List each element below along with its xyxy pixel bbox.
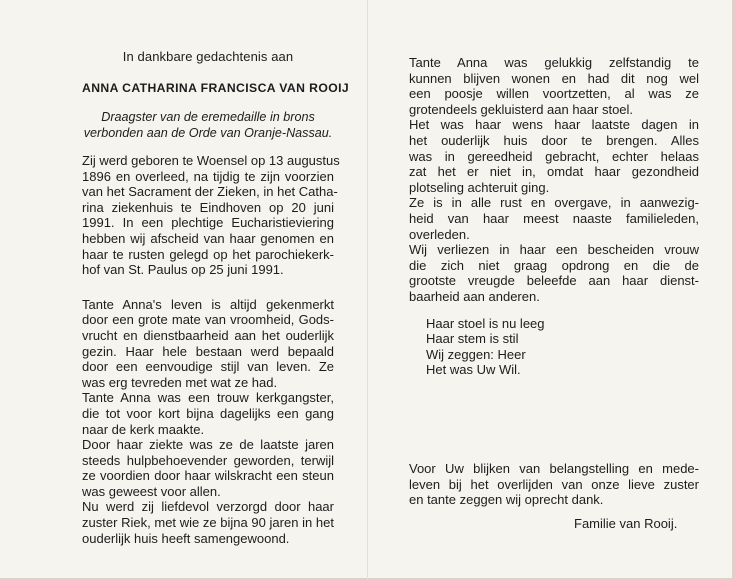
text-line: door een grote mate van vroomheid, Gods- — [82, 312, 334, 328]
poem-line: Haar stoel is nu leeg — [426, 315, 545, 331]
text-line: ouderlijk huis heeft samengewoond. — [82, 530, 290, 546]
text-line: door een eenvoudige stijl van leven. Ze — [82, 359, 334, 375]
honor-line: Draagster van de eremedaille in brons — [101, 110, 315, 125]
text-line: was in gereedheid gebracht, echter helaas — [409, 148, 699, 164]
text-line: grootste vreugde beleefde aan haar dienst- — [409, 273, 699, 289]
text-line: ze voordien door haar wilskracht een steun — [82, 468, 334, 484]
text-line: gezin. Haar hele bestaan werd bepaald — [82, 343, 334, 359]
poem-line: Wij zeggen: Heer — [426, 346, 526, 362]
text-line: zat het er niet in, omdat haar gezondheid — [409, 164, 699, 180]
biography-paragraph — [82, 153, 340, 278]
text-line: haar te rusten gelegd op het parochiekerk- — [82, 246, 334, 262]
card-fold-line — [367, 0, 368, 580]
text-line: Tante Anna was gelukkig zelfstandig te — [409, 55, 699, 70]
deceased-name: ANNA CATHARINA FRANCISCA VAN ROOIJ — [82, 80, 350, 95]
family-signature: Familie van Rooij. — [574, 516, 678, 531]
text-line: naar de kerk maakte. — [82, 421, 205, 437]
text-line: Ze is in alle rust en overgave, in aanwezig- — [409, 195, 699, 211]
text-line: Wij verliezen in haar een bescheiden vrouw — [409, 242, 699, 258]
text-line: heid van haar meest naaste familieleden, — [409, 210, 699, 226]
text-line: een poosje willen voortzetten, al was ze — [409, 86, 699, 102]
text-line: kunnen blijven wonen en had dit nog wel — [409, 70, 699, 86]
loss-paragraph — [409, 242, 699, 304]
text-line: steeds hulpbehoevender geworden, terwijl — [82, 452, 334, 468]
dedication-heading: In dankbare gedachtenis aan — [122, 49, 294, 64]
poem-line: Haar stem is stil — [426, 331, 519, 347]
text-line: hebben wij afscheid van haar genomen en — [82, 230, 334, 246]
text-line: en tante zeggen wij oprecht dank. — [409, 492, 604, 508]
text-line: 1896 en overleed, na tijdig te zijn voorzien — [82, 168, 334, 184]
text-line: Nu werd zij liefdevol verzorgd door haar — [82, 499, 334, 515]
text-line: vrucht en dienstbaarheid aan het ouderlijk — [82, 327, 334, 343]
thanks-paragraph — [409, 461, 699, 508]
text-line: Voor Uw blijken van belangstelling en mede- — [409, 461, 699, 476]
text-line: was geweest voor allen. — [82, 483, 221, 499]
honor-line: verbonden aan de Orde van Oranje-Nassau. — [83, 125, 333, 140]
text-line: Tante Anna was een trouw kerkgangster, — [82, 390, 334, 406]
text-line: van het Sacrament der Zieken, in het Catha- — [82, 184, 338, 200]
text-line: overleden. — [409, 226, 470, 242]
text-line: grotendeels gekluisterd aan haar stoel. — [409, 101, 634, 117]
text-line: die zich niet graag opdrong en die de — [409, 257, 699, 273]
text-line: hof van St. Paulus op 25 juni 1991. — [82, 262, 284, 278]
care-paragraph — [82, 499, 334, 546]
text-line: zuster Riek, met wie ze bijna 90 jaren in het — [82, 515, 334, 531]
poem — [426, 316, 699, 378]
text-line: Zij werd geboren te Woensel op 13 augustus — [82, 153, 340, 168]
text-line: Tante Anna's leven is altijd gekenmerkt — [82, 296, 334, 312]
life-paragraph — [82, 297, 334, 391]
right-page — [409, 55, 699, 378]
wish-paragraph — [409, 117, 699, 195]
left-page — [82, 49, 350, 546]
independence-paragraph — [409, 55, 699, 117]
text-line: plotseling achteruit ging. — [409, 179, 550, 195]
paragraph-gap — [82, 278, 334, 297]
poem-line: Het was Uw Wil. — [426, 362, 521, 378]
text-line: leven bij het overlijden van onze lieve zuster — [409, 476, 699, 492]
text-line: was erg tevreden met wat ze had. — [82, 374, 278, 390]
text-line: Door haar ziekte was ze de laatste jaren — [82, 437, 334, 453]
text-line: het ouderlijk huis door te brengen. Alles — [409, 132, 699, 148]
honor-text — [82, 110, 334, 141]
text-line: die tot voor kort bijna dagelijks een gang — [82, 405, 334, 421]
church-paragraph — [82, 390, 334, 437]
text-line: rina ziekenhuis te Eindhoven op 20 juni — [82, 199, 334, 215]
text-line: baarheid aan anderen. — [409, 288, 540, 304]
illness-paragraph — [82, 437, 334, 499]
text-line: Het was haar wens haar laatste dagen in — [409, 117, 699, 133]
passing-paragraph — [409, 195, 699, 242]
text-line: 1991. In een plechtige Eucharistieviering — [82, 215, 334, 231]
